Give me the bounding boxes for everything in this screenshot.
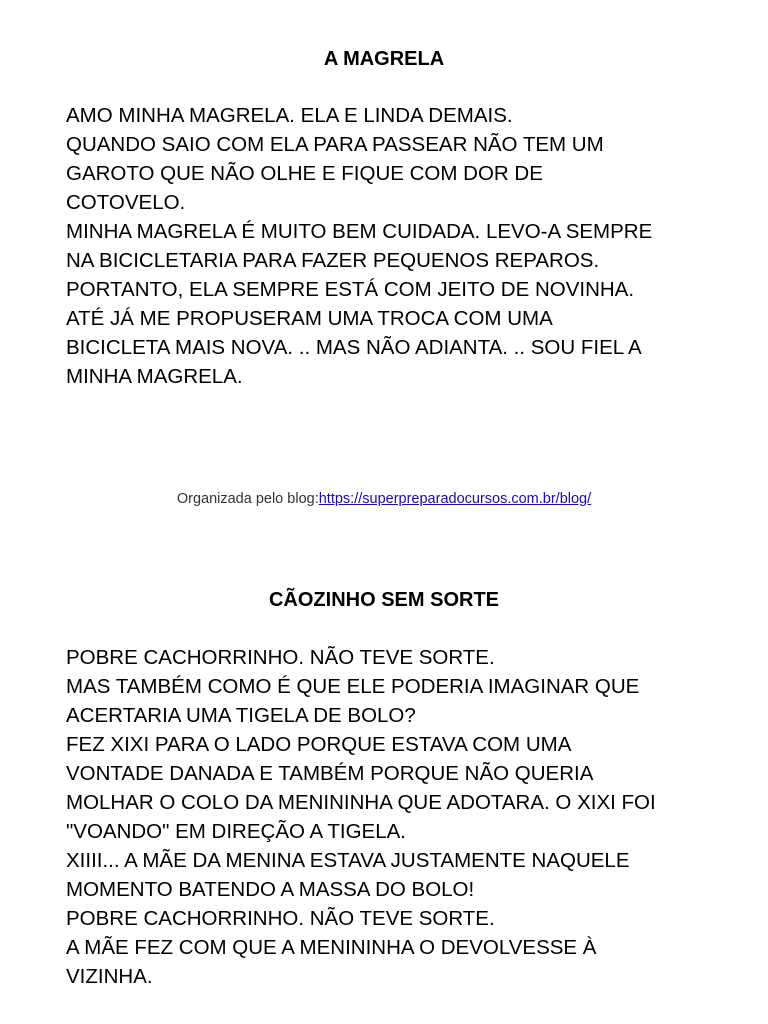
text-line: VONTADE DANADA E TAMBÉM PORQUE NÃO QUERIA [66, 762, 594, 785]
text-line: COTOVELO. [66, 191, 186, 214]
text-line: VIZINHA. [66, 965, 153, 988]
text-line: MINHA MAGRELA É MUITO BEM CUIDADA. LEVO-A SEMPRE [66, 220, 653, 243]
text-line: "VOANDO" EM DIREÇÃO A TIGELA. [66, 820, 406, 843]
text-line: ACERTARIA UMA TIGELA DE BOLO? [66, 704, 416, 727]
text-line: MAS TAMBÉM COMO É QUE ELE PODERIA IMAGINAR QUE [66, 675, 640, 698]
text-line: MOLHAR O COLO DA MENININHA QUE ADOTARA. O XIXI FOI [66, 791, 656, 814]
text-line: PORTANTO, ELA SEMPRE ESTÁ COM JEITO DE NOVINHA. [66, 278, 635, 301]
text-line: FEZ XIXI PARA O LADO PORQUE ESTAVA COM UMA [66, 733, 572, 756]
text-line: MINHA MAGRELA. [66, 365, 243, 388]
text-line: MOMENTO BATENDO A MASSA DO BOLO! [66, 878, 475, 901]
text-line: ATÉ JÁ ME PROPUSERAM UMA TROCA COM UMA [66, 307, 553, 330]
blog-credit-prefix: Organizada pelo blog: [176, 491, 319, 507]
text-line: POBRE CACHORRINHO. NÃO TEVE SORTE. [66, 646, 495, 669]
blog-credit [0, 489, 768, 509]
story-body-caozinho-sem-sorte [66, 643, 746, 991]
text-line: POBRE CACHORRINHO. NÃO TEVE SORTE. [66, 907, 495, 930]
story-title-caozinho-sem-sorte: CÃOZINHO SEM SORTE [268, 589, 499, 611]
story-title-a-magrela: A MAGRELA [323, 48, 445, 70]
text-line: GAROTO QUE NÃO OLHE E FIQUE COM DOR DE [66, 162, 543, 185]
text-line: AMO MINHA MAGRELA. ELA E LINDA DEMAIS. [66, 104, 513, 127]
text-line: BICICLETA MAIS NOVA. .. MAS NÃO ADIANTA. .. SOU FIEL A [66, 336, 642, 359]
text-line: XIIII... A MÃE DA MENINA ESTAVA JUSTAMENTE NAQUELE [66, 849, 630, 872]
story-body-a-magrela [66, 101, 746, 391]
text-line: QUANDO SAIO COM ELA PARA PASSEAR NÃO TEM UM [66, 133, 604, 156]
blog-link[interactable]: https://superpreparadocursos.com.br/blog/ [318, 491, 592, 507]
text-line: A MÃE FEZ COM QUE A MENININHA O DEVOLVESSE À [66, 936, 597, 959]
text-line: NA BICICLETARIA PARA FAZER PEQUENOS REPAROS. [66, 249, 600, 272]
